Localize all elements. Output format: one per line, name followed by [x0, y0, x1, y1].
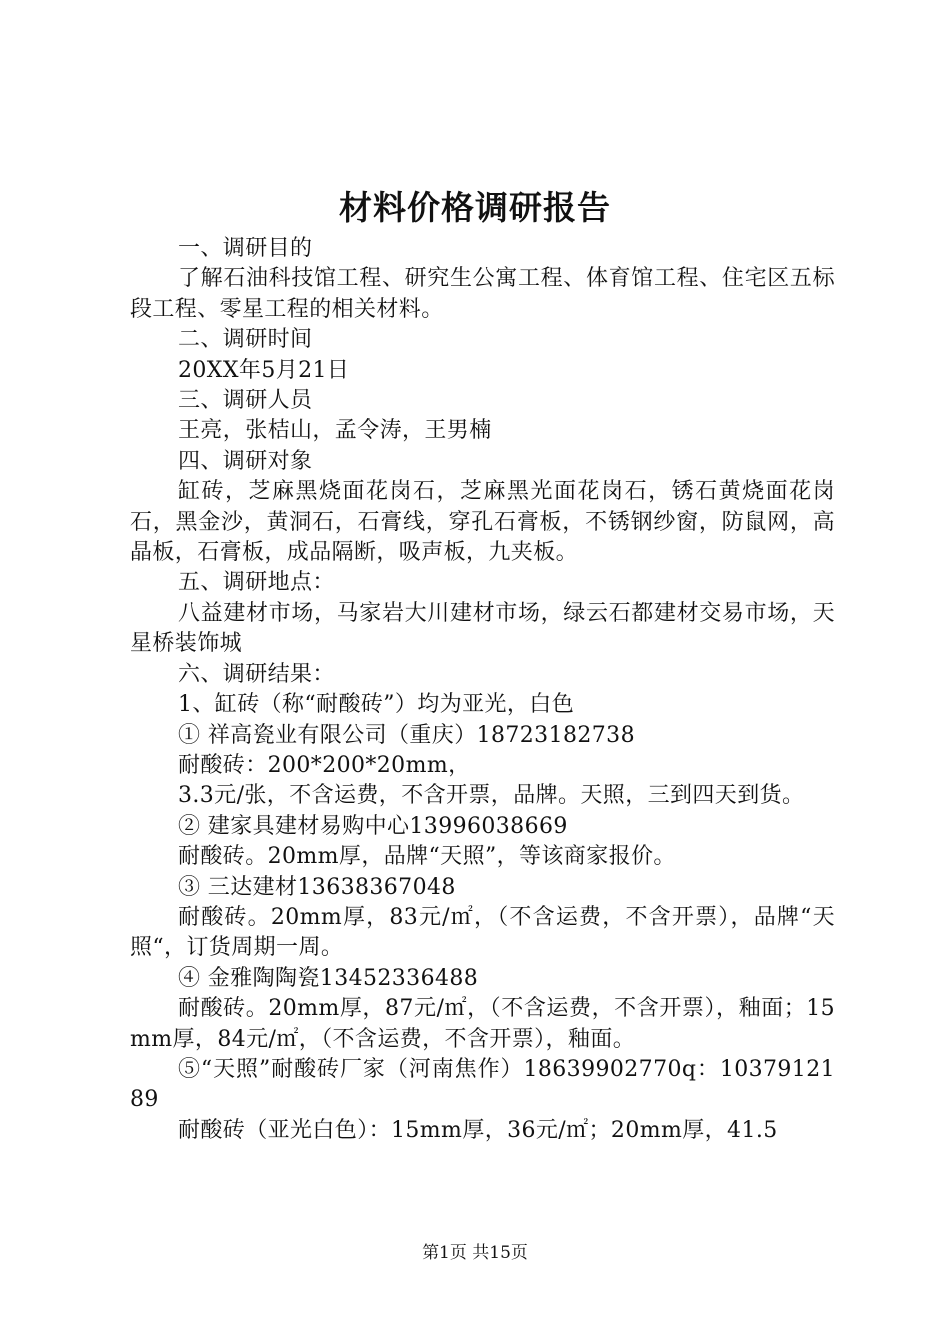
paragraph-date: 20XX年5月21日 [178, 357, 350, 383]
document-title: 材料价格调研报告 [339, 188, 611, 227]
supplier-2: ② 建家具建材易购中心13996038669 [178, 813, 568, 839]
paragraph-result-tiles: 1、缸砖（称“耐酸砖”）均为亚光，白色 [178, 692, 575, 718]
section-heading-time: 二、调研时间 [178, 327, 313, 353]
supplier-1: ① 祥高瓷业有限公司（重庆）18723182738 [178, 722, 635, 748]
page-footer: 第1页 共15页 [422, 1243, 528, 1263]
section-heading-personnel: 三、调研人员 [178, 388, 313, 414]
paragraph-purpose: 了解石油科技馆工程、研究生公寓工程、体育馆工程、住宅区五标段工程、零星工程的相关材料。 [130, 266, 835, 322]
supplier-1-spec: 耐酸砖：200*200*20mm， [178, 752, 471, 778]
section-heading-objects: 四、调研对象 [178, 448, 313, 474]
supplier-2-spec: 耐酸砖。20mm厚，品牌“天照”，等该商家报价。 [178, 844, 676, 870]
supplier-3: ③ 三达建材13638367048 [178, 874, 456, 900]
supplier-4: ④ 金雅陶陶瓷13452336488 [178, 965, 479, 991]
paragraph-personnel: 王亮，张桔山，孟令涛，王男楠 [178, 418, 492, 444]
supplier-5-spec: 耐酸砖（亚光白色）：15mm厚，36元/㎡；20mm厚，41.5 [178, 1117, 778, 1143]
paragraph-objects: 缸砖，芝麻黑烧面花岗石，芝麻黑光面花岗石，锈石黄烧面花岗石，黑金沙，黄洞石，石膏线，穿孔石膏板，不锈钢纱窗，防鼠网，高晶板，石膏板，成品隔断，吸声板，九夹板。 [130, 479, 835, 566]
supplier-1-price: 3.3元/张，不含运费，不含开票，品牌。天照，三到四天到货。 [178, 783, 805, 809]
section-heading-purpose: 一、调研目的 [178, 236, 313, 261]
supplier-4-spec: 耐酸砖。20mm厚，87元/㎡，（不含运费，不含开票），釉面；15mm厚，84元/㎡，（不含运费，不含开票），釉面。 [130, 996, 835, 1052]
paragraph-locations: 八益建材市场，马家岩大川建材市场，绿云石都建材交易市场，天星桥装饰城 [130, 600, 835, 657]
supplier-3-spec: 耐酸砖。20mm厚，83元/㎡，（不含运费，不含开票），品牌“天照“，订货周期一周。 [130, 904, 835, 961]
supplier-5: ⑤“天照”耐酸砖厂家（河南焦作）18639902770q：1037912189 [130, 1056, 835, 1113]
section-heading-results: 六、调研结果： [178, 661, 335, 687]
section-heading-locations: 五、调研地点： [178, 570, 335, 596]
document-body [130, 234, 835, 1146]
